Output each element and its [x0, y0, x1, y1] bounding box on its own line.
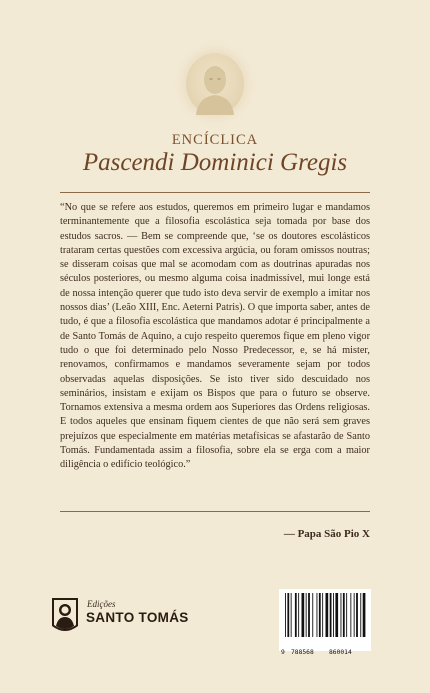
publisher-label-small: Edições — [87, 599, 116, 609]
quote-author: — Papa São Pio X — [283, 528, 370, 540]
publisher-label-big: SANTO TOMÁS — [86, 610, 189, 625]
pope-portrait-icon — [186, 53, 244, 115]
barcode-digits-right: 860014 — [329, 649, 352, 656]
subtitle: ENCÍCLICA — [171, 132, 259, 148]
barcode-digits-left: 788568 — [291, 649, 314, 656]
page-title: Pascendi Dominici Gregis — [82, 149, 348, 176]
barcode-digit-first: 9 — [281, 649, 285, 656]
divider-bottom — [60, 511, 370, 512]
saint-thomas-badge-icon — [50, 596, 80, 636]
divider-top — [60, 192, 370, 193]
quote-text: “No que se refere aos estudos, queremos em primeiro lugar e mandamos terminantemente que a filosofia escolástica seja tomada por base dos estudos sacros. — Bem se compreende que, ‘se os doutores escolásticos trataram certas questões com excessiva argúcia, ou foram omissos noutras; se disseram coisas que mal se acomodam com as doutrinas apuradas nos séculos posteriores, ou mesmo alguma coisa inadmissível, mui longe está de nossa intenção querer que tudo isto deva servir de exemplo a imitar nos nossos dias’ (Leão XIII, Enc. Aeterni Patris). O que importa saber, antes de tudo, é que a filosofia escolástica que mandamos adotar é principalmente a de Santo Tomás de Aquino, a cujo respeito queremos fique em pleno vigor tudo o que foi determinado pelo Nosso Predecessor, e, se há mister, renovamos, confirmamos e mandamos severamente sejam por todos observadas aquelas disposições. Se isto tiver sido descuidado nos seminários, insistam e exijam os Bispos que para o futuro se observe. Tornamos extensiva a mesma ordem aos Superiores das Ordens religiosas. E todos aqueles que ensinam fiquem cientes de que não será sem graves prejuízos que especialmente em matérias metafísicas se afastarão de Santo Tomás. Fundamentada assim a filosofia, sobre ela se erga com a maior diligência o edifício teológico.” — [60, 202, 370, 471]
publisher-logo — [50, 596, 200, 636]
barcode — [279, 589, 371, 656]
